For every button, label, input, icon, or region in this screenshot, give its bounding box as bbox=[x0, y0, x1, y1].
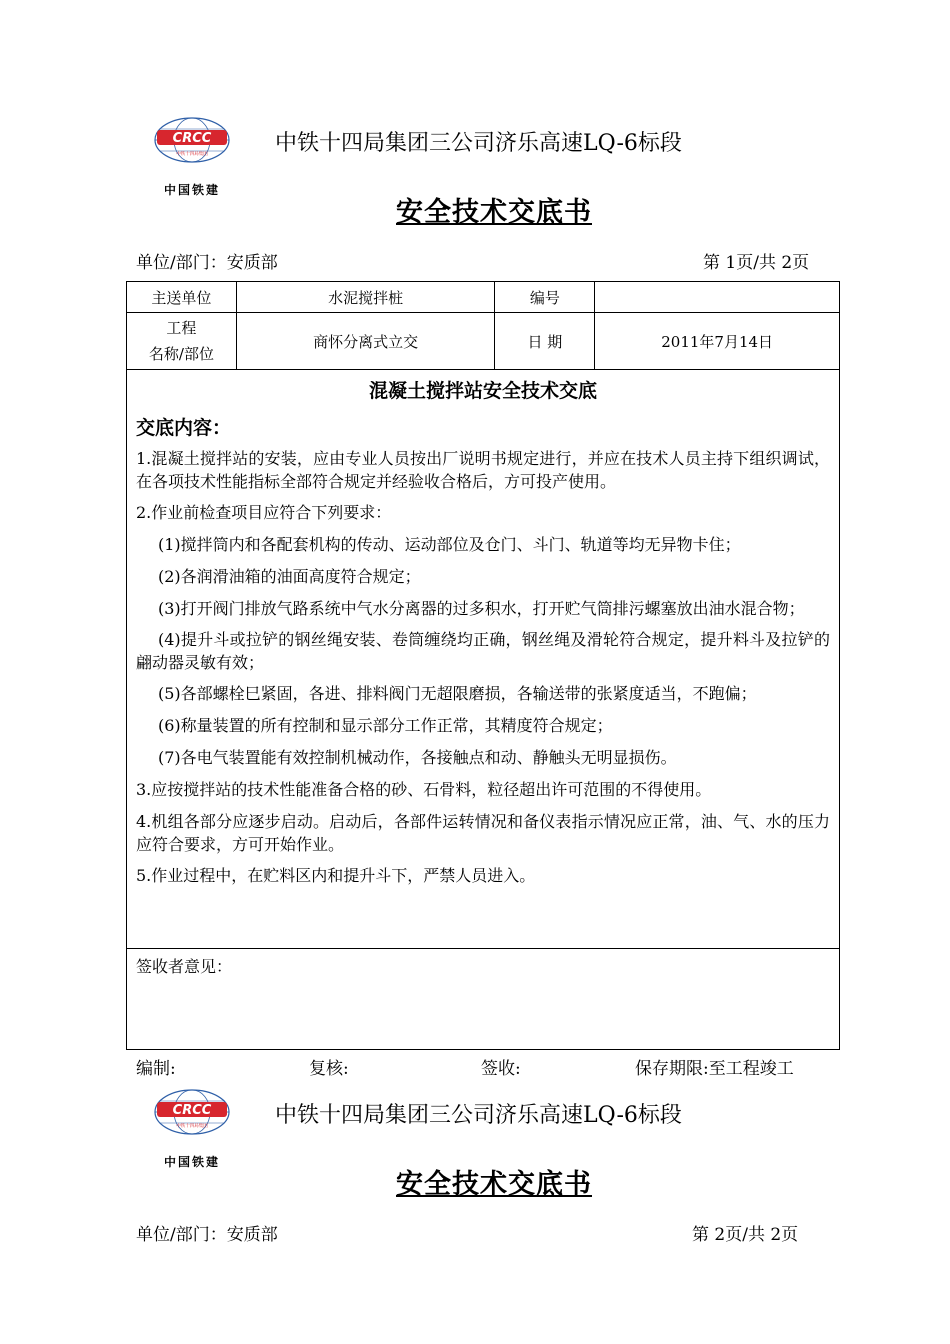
sub-item-5: (5)各部螺栓巳紧固，各进、排料阀门无超限磨损，各输送带的张紧度适当，不跑偏； bbox=[158, 684, 757, 703]
org-name: 中铁十四局集团三公司济乐高速LQ-6标段 bbox=[275, 131, 682, 156]
crcc-logo-icon bbox=[151, 1087, 233, 1149]
crcc-logo bbox=[151, 115, 233, 198]
item-2: 2.作业前检查项目应符合下列要求： bbox=[136, 503, 392, 522]
sub-item-1: (1)搅拌筒内和各配套机构的传动、运动部位及仓门、斗门、轨道等均无异物卡住； bbox=[158, 535, 741, 554]
footer-sign: 签收: bbox=[481, 1059, 521, 1079]
page-info: 第 1页/共 2页 bbox=[703, 253, 810, 273]
footer-edit: 编制: bbox=[136, 1059, 176, 1079]
project-label-line2: 名称/部位 bbox=[148, 345, 214, 363]
receiver-opinion-label: 签收者意见： bbox=[136, 957, 233, 976]
item-5: 5.作业过程中，在贮料区内和提升斗下，严禁人员进入。 bbox=[136, 866, 536, 885]
section-title: 混凝土搅拌站安全技术交底 bbox=[368, 380, 597, 402]
logo-emblem-text: CRCC bbox=[172, 131, 212, 146]
receiver-opinion-box bbox=[126, 948, 840, 1050]
crcc-logo-icon bbox=[151, 115, 233, 177]
item-4: 4.机组各部分应逐步启动。启动后，各部件运转情况和备仪表指示情况应正常，油、气、水的压力应符合要求，方可开始作业。 bbox=[136, 812, 830, 854]
logo-caption: 中国铁建 bbox=[163, 183, 220, 197]
item-1: 1.混凝土搅拌站的安装，应由专业人员按出厂说明书规定进行，并应在技术人员主持下组织调试，在各项技术性能指标全部符合规定并经验收合格后，方可投产使用。 bbox=[136, 449, 830, 491]
page-info-page2: 第 2页/共 2页 bbox=[692, 1225, 799, 1245]
unit-dept-page2: 单位/部门：安质部 bbox=[136, 1225, 278, 1245]
sub-item-3: (3)打开阀门排放气路系统中气水分离器的过多积水，打开贮气筒排污螺塞放出油水混合物； bbox=[158, 599, 805, 618]
crcc-logo-page2 bbox=[151, 1087, 233, 1170]
footer-review: 复核: bbox=[309, 1059, 349, 1079]
org-name-page2: 中铁十四局集团三公司济乐高速LQ-6标段 bbox=[275, 1103, 682, 1128]
logo-small-text: 中铁十四局集团 bbox=[176, 1124, 208, 1129]
sub-item-6: (6)称量装置的所有控制和显示部分工作正常，其精度符合规定； bbox=[158, 716, 613, 735]
date-label: 日 期 bbox=[495, 313, 595, 370]
doc-title: 安全技术交底书 bbox=[396, 197, 592, 228]
project-label-line1: 工程 bbox=[166, 319, 197, 337]
main-unit-label: 主送单位 bbox=[127, 282, 237, 313]
logo-small-text: 中铁十四局集团 bbox=[176, 152, 208, 157]
unit-dept: 单位/部门：安质部 bbox=[136, 253, 278, 273]
doc-title-page2: 安全技术交底书 bbox=[396, 1169, 592, 1200]
project-value: 商怀分离式立交 bbox=[236, 313, 495, 370]
date-value: 2011年7月14日 bbox=[595, 313, 840, 370]
logo-emblem-text: CRCC bbox=[172, 1103, 212, 1118]
sub-item-7: (7)各电气装置能有效控制机械动作，各接触点和动、静触头无明显损伤。 bbox=[158, 748, 677, 767]
serial-value bbox=[595, 282, 840, 313]
serial-label: 编号 bbox=[495, 282, 595, 313]
table-row bbox=[127, 313, 840, 370]
sub-item-4: (4)提升斗或拉铲的钢丝绳安装、卷筒缠绕均正确，钢丝绳及滑轮符合规定，提升料斗及拉铲的翩动器灵敏有效； bbox=[136, 630, 830, 672]
sub-item-2: (2)各润滑油箱的油面高度符合规定； bbox=[158, 567, 421, 586]
logo-caption: 中国铁建 bbox=[163, 1155, 220, 1169]
info-table bbox=[126, 281, 840, 370]
footer-retention: 保存期限:至工程竣工 bbox=[635, 1059, 794, 1079]
main-unit-value: 水泥搅拌桩 bbox=[236, 282, 495, 313]
item-3: 3.应按搅拌站的技术性能准备合格的砂、石骨料，粒径超出许可范围的不得使用。 bbox=[136, 780, 712, 799]
project-label bbox=[127, 313, 237, 370]
content-label: 交底内容： bbox=[136, 417, 232, 439]
table-row bbox=[127, 282, 840, 313]
content-box bbox=[126, 370, 840, 949]
